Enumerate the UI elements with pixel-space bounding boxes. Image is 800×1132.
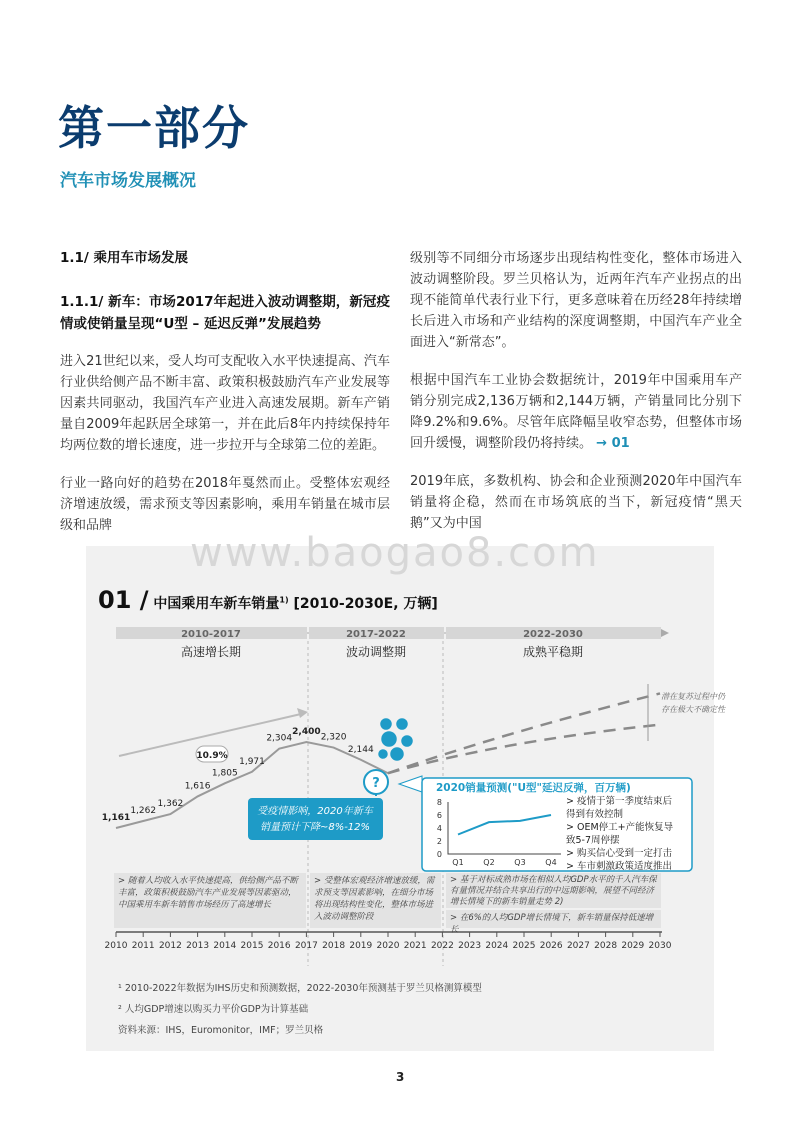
left-paragraph-2: 行业一路向好的趋势在2018年戛然而止。受整体宏观经济增速放缓，需求预支等因素影响，乘用车销量在城市层级和品牌 xyxy=(60,476,390,533)
phase-2-label: 波动调整期 xyxy=(345,645,407,659)
note-3: > 基于对标成熟市场在相似人均GDP水平的千人汽车保有量情况并结合共享出行的中远期影响，展望不同经济增长情境下的新车销量走势 2) xyxy=(450,875,657,907)
x-tick-label: 2029 xyxy=(621,941,645,951)
footnote-1: ¹ 2010-2022年数据为IHS历史和预测数据，2022-2030年预测基于罗兰贝格测算模型 xyxy=(118,983,482,994)
covid-callout-line-2: 销量预计下降~8%-12% xyxy=(259,822,371,833)
x-tick-label: 2017 xyxy=(294,941,318,951)
data-label: 1,362 xyxy=(157,799,184,810)
left-column xyxy=(60,248,390,553)
left-paragraph-1: 进入21世纪以来，受人均可支配收入水平快速提高、汽车行业供给侧产品不断丰富、政策积极鼓励汽车产业发展等因素共同驱动，我国汽车产业进入高速发展期。新车产销量自2009年起跃居全球第一，并在此后8年内持续保持年均两位数的增长速度，进一步拉开与全球第二位的差距。 xyxy=(60,354,390,453)
inset-y-tick: 4 xyxy=(436,824,442,833)
inset-note: > OEM停工+产能恢复导 xyxy=(566,822,674,833)
footnote-2: ² 人均GDP增速以购买力平价GDP为计算基础 xyxy=(118,1004,309,1015)
cagr-label: 10.9% xyxy=(196,751,228,761)
inset-x-tick: Q1 xyxy=(452,858,464,867)
x-tick-label: 2022 xyxy=(430,941,454,951)
inset-note: > 车市刺激政策适度推出 xyxy=(566,861,672,872)
virus-icon xyxy=(379,719,412,760)
x-tick-label: 2024 xyxy=(485,941,509,951)
x-tick-label: 2010 xyxy=(104,941,128,951)
right-paragraph-2-text: 根据中国汽车工业协会数据统计，2019年中国乘用车产销分别完成2,136万辆和2,144万辆，产销量同比分别下降9.2%和9.6%。尽管年底降幅呈收窄态势，但整体市场回升缓慢，调整阶段仍将持续。 xyxy=(410,373,742,451)
inset-y-tick: 6 xyxy=(436,811,442,820)
phase-arrow xyxy=(661,629,669,637)
x-tick-label: 2026 xyxy=(539,941,563,951)
phase-3-years: 2022-2030 xyxy=(523,629,583,640)
right-paragraph-3: 2019年底，多数机构、协会和企业预测2020年中国汽车销量将企稳，然而在市场筑底的当下，新冠疫情“黑天鹅”又为中国 xyxy=(410,474,742,531)
figure-link[interactable]: → 01 xyxy=(596,436,630,451)
x-tick-label: 2020 xyxy=(376,941,400,951)
covid-callout xyxy=(248,798,383,840)
figure-title-sup: 1) xyxy=(279,595,289,605)
phase-1-years: 2010-2017 xyxy=(181,629,241,640)
x-tick-label: 2014 xyxy=(213,941,237,951)
x-tick-label: 2021 xyxy=(403,941,427,951)
sales-chart xyxy=(86,546,725,1051)
right-paragraph-2 xyxy=(410,370,742,454)
uncertainty-note-1: 潜在复苏过程中仍 xyxy=(661,692,725,701)
projection-lower-line xyxy=(388,725,660,774)
footnote-source: 资料来源：IHS，Euromonitor，IMF；罗兰贝格 xyxy=(118,1025,324,1036)
inset-note: 致5-7周停摆 xyxy=(566,835,620,846)
x-tick-label: 2027 xyxy=(566,941,590,951)
inset-y-tick: 2 xyxy=(436,837,442,846)
inset-y-tick: 0 xyxy=(436,850,442,859)
x-tick-label: 2018 xyxy=(322,941,346,951)
x-tick-label: 2025 xyxy=(512,941,536,951)
inset-x-tick: Q4 xyxy=(545,858,557,867)
figure-title-suffix: [2010-2030E, 万辆] xyxy=(288,596,438,612)
x-tick-label: 2028 xyxy=(594,941,618,951)
data-label: 1,805 xyxy=(211,768,238,779)
covid-callout-line-1: 受疫情影响，2020年新车 xyxy=(257,806,373,817)
note-1: > 随着人均收入水平快速提高，供给侧产品不断丰富，政策积极鼓励汽车产业发展等因素驱动，中国乘用车新车销售市场经历了高速增长 xyxy=(118,876,298,910)
note-2: > 受整体宏观经济增速放缓，需求预支等因素影响，在细分市场将出现结构性变化，整体市场进入波动调整阶段 xyxy=(314,876,435,922)
watermark: www.baogao8.com xyxy=(190,530,600,576)
x-tick-label: 2012 xyxy=(158,941,182,951)
inset-note: > 购买信心受到一定打击 xyxy=(566,848,672,859)
data-label: 1,971 xyxy=(239,756,265,767)
phase-band xyxy=(116,627,669,659)
subsection-heading: 1.1.1/ 新车：市场2017年起进入波动调整期，新冠疫情或使销量呈现“U型 – 延迟反弹”发展趋势 xyxy=(60,294,390,332)
phase-2-years: 2017-2022 xyxy=(346,629,406,640)
data-label: 2,320 xyxy=(320,732,347,743)
figure-title-text: 中国乘用车新车销量 xyxy=(153,596,280,612)
growth-arrowhead xyxy=(297,708,308,718)
data-label: 1,262 xyxy=(130,805,157,816)
inset-x-tick: Q2 xyxy=(483,858,495,867)
x-tick-label: 2015 xyxy=(240,941,264,951)
phase-1-label: 高速增长期 xyxy=(180,645,242,659)
inset-x-tick: Q3 xyxy=(514,858,526,867)
inset-note: 得到有效控制 xyxy=(566,809,624,820)
x-tick-label: 2013 xyxy=(186,941,210,951)
page-number: 3 xyxy=(396,1070,405,1084)
data-label: 1,616 xyxy=(184,781,211,792)
note-4: > 在6%的人均GDP增长情境下，新车销量保持低速增长 xyxy=(450,913,654,935)
x-tick-label: 2011 xyxy=(131,941,155,951)
x-tick-label: 2030 xyxy=(648,941,672,951)
data-label: 2,144 xyxy=(347,744,374,755)
x-tick-label: 2019 xyxy=(349,941,373,951)
data-label: 2,304 xyxy=(266,733,293,744)
question-marker-text: ? xyxy=(372,776,380,791)
figure-number: 01 / xyxy=(98,586,149,614)
x-tick-label: 2016 xyxy=(267,941,291,951)
right-paragraph-1: 级别等不同细分市场逐步出现结构性变化，整体市场进入波动调整阶段。罗兰贝格认为，近两年汽车产业拐点的出现不能简单代表行业下行，更多意味着在历经28年持续增长后进入市场和产业结构的深度调整期，中国汽车产业全面进入“新常态”。 xyxy=(410,251,742,350)
phase-3-label: 成熟平稳期 xyxy=(522,645,584,659)
inset-pointer xyxy=(399,776,422,792)
right-column xyxy=(410,248,742,551)
section-heading: 1.1/ 乘用车市场发展 xyxy=(60,250,189,266)
page-title: 第一部分 xyxy=(58,101,250,155)
data-label: 1,161 xyxy=(101,813,131,823)
page-subtitle: 汽车市场发展概况 xyxy=(60,171,196,191)
inset-title: 2020销量预测("U型"延迟反弹，百万辆) xyxy=(436,782,631,794)
inset-y-tick: 8 xyxy=(436,798,442,807)
x-tick-label: 2023 xyxy=(458,941,482,951)
data-label: 2,400 xyxy=(292,727,321,737)
uncertainty-note-2: 存在极大不确定性 xyxy=(661,705,725,714)
inset-note: > 疫情于第一季度结束后 xyxy=(566,796,672,807)
